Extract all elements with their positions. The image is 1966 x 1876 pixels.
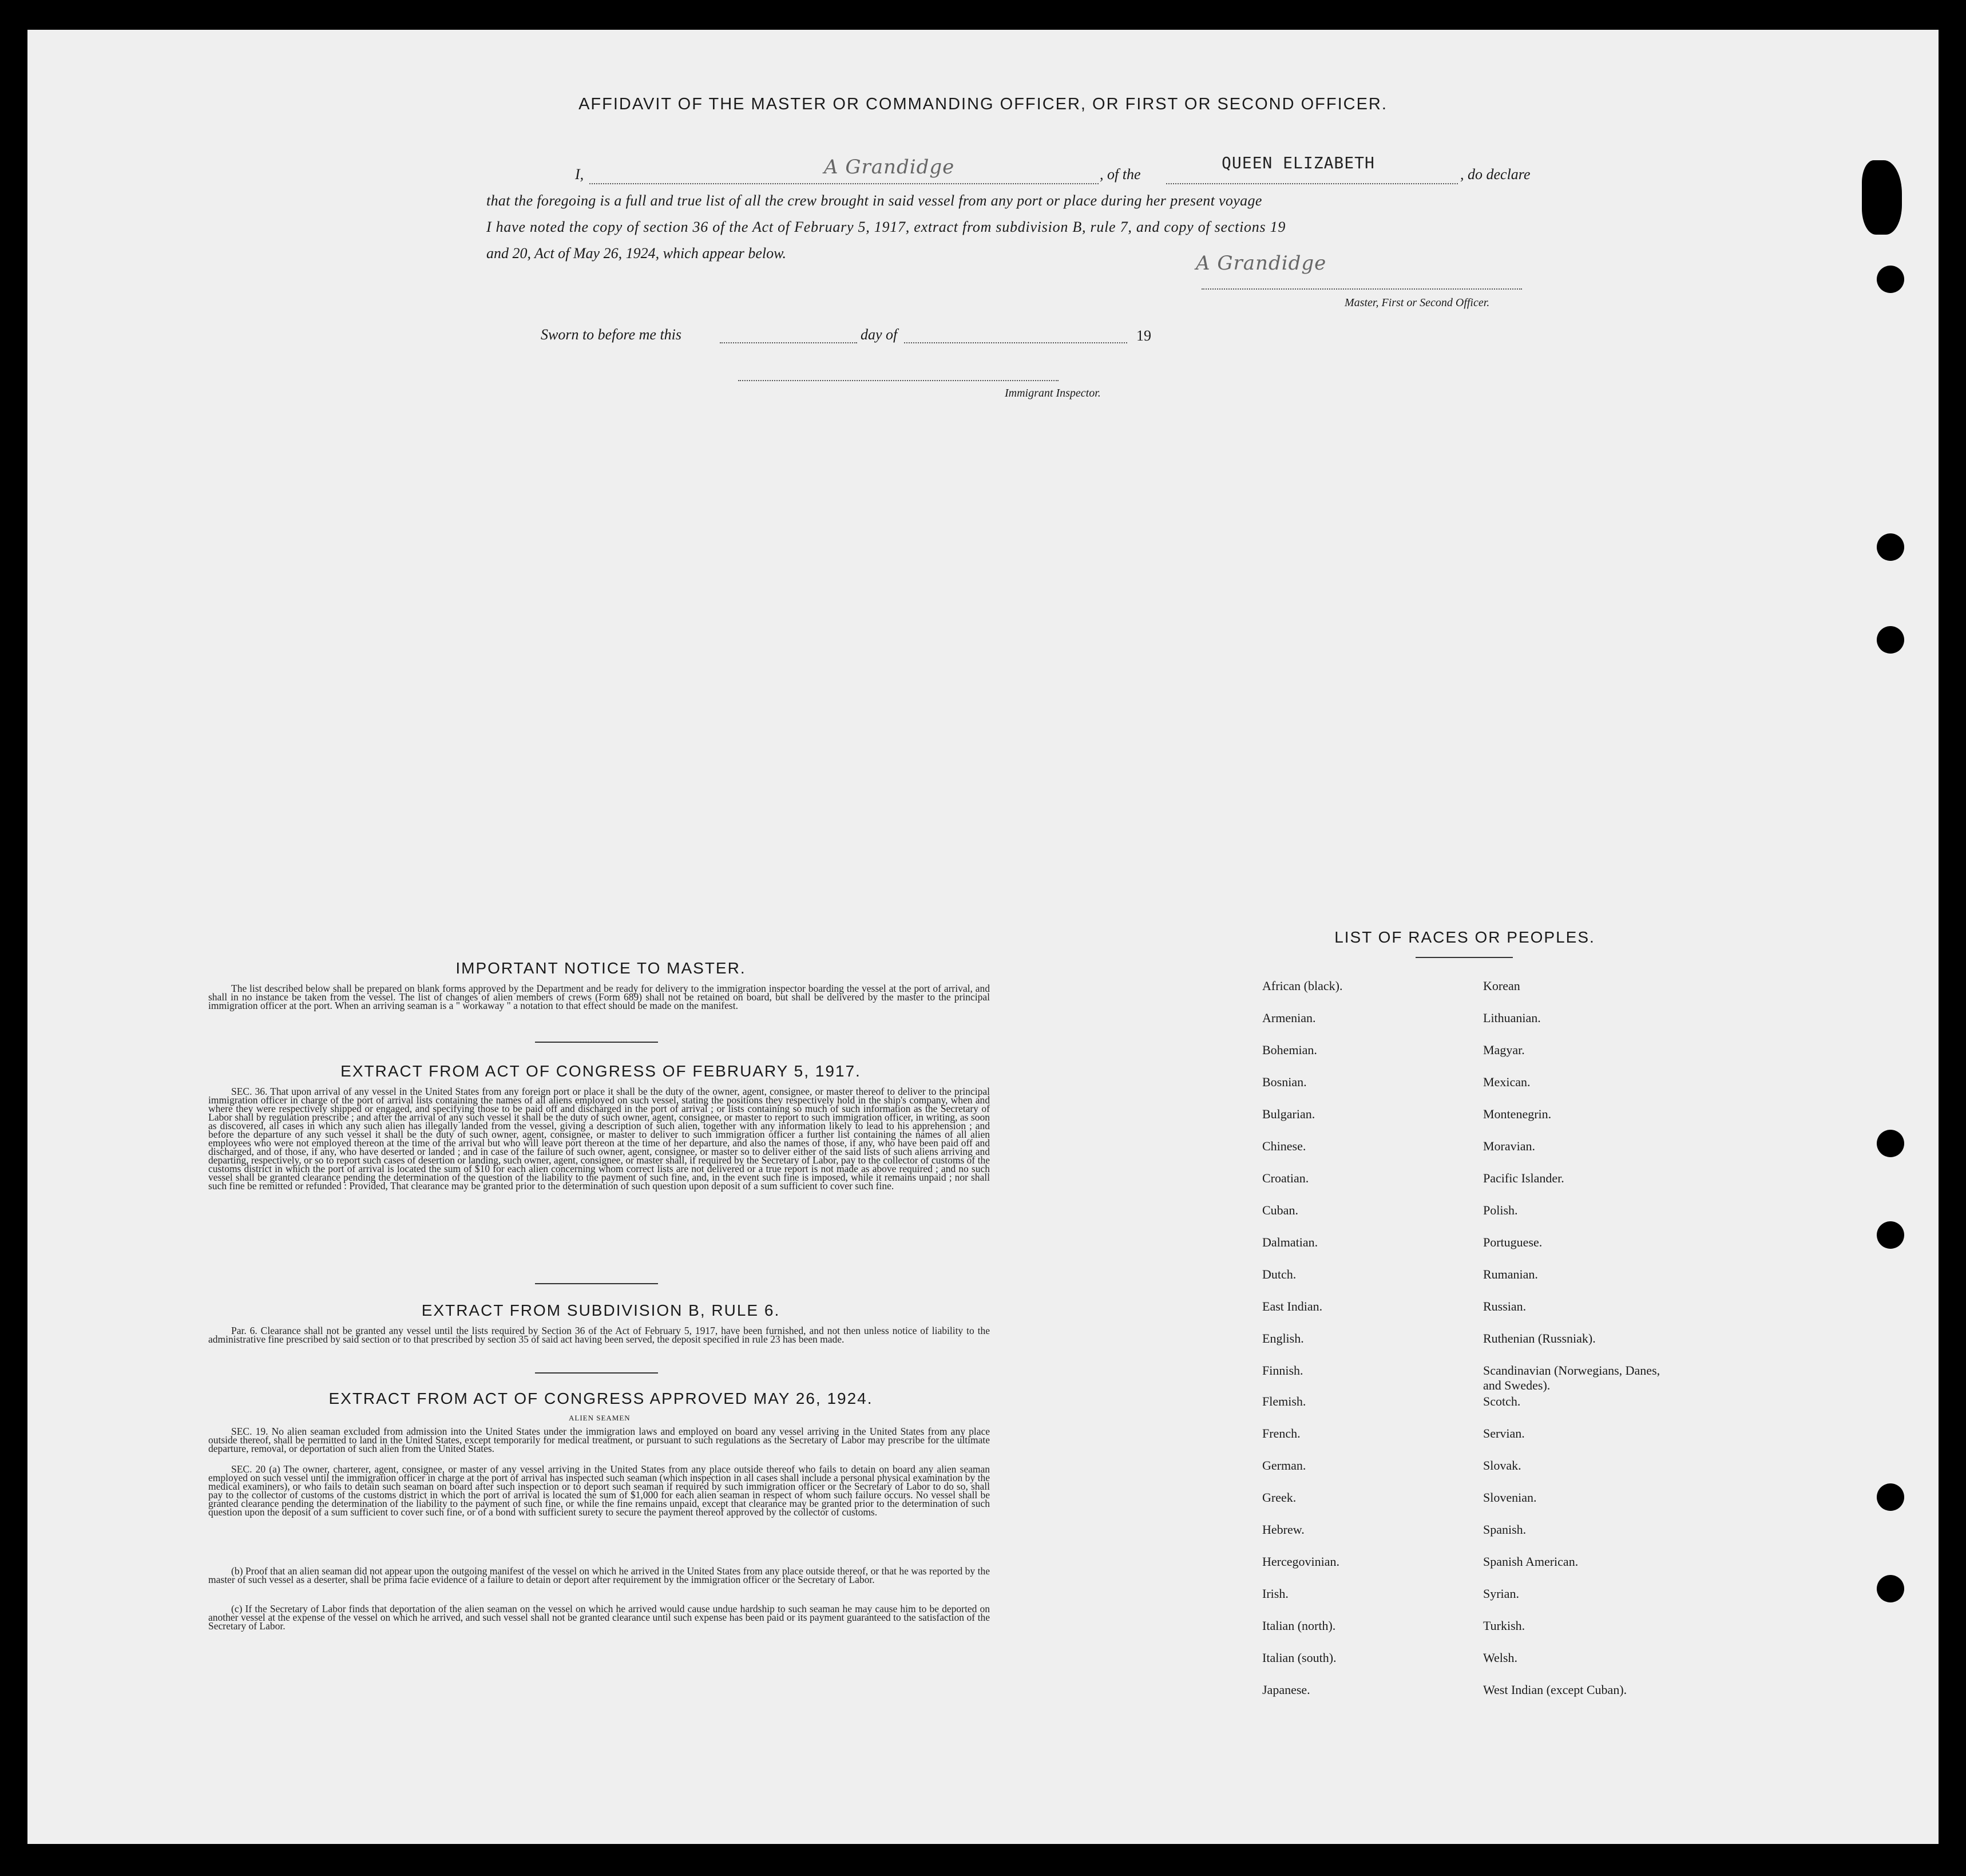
sworn-day-line	[720, 342, 857, 343]
race-item: Irish.	[1262, 1586, 1289, 1601]
race-item: Italian (north).	[1262, 1618, 1336, 1633]
race-item: Cuban.	[1262, 1203, 1298, 1217]
race-item: Turkish.	[1483, 1618, 1525, 1633]
race-item: Slovak.	[1483, 1458, 1521, 1473]
vessel-name: QUEEN ELIZABETH	[1222, 153, 1375, 172]
punch-hole	[1877, 266, 1904, 293]
notice-title: IMPORTANT NOTICE TO MASTER.	[455, 959, 746, 977]
master-signature-line	[1202, 288, 1522, 290]
extract-1924-sec20c: (c) If the Secretary of Labor finds that deportation of the alien seaman on the vessel on which he arrived would cause undue hardship to such seaman he may cause him to be deported on another vessel at the expense of the vessel on which he arrived, and such vessel shall not be granted clearance until such expense has been paid or its payment guaranteed to the satisfaction of the Secretary of Labor.	[208, 1603, 990, 1632]
extract-1924-sec20a: SEC. 20 (a) The owner, charterer, agent, consignee, or master of any vessel arriving in the United States from any place outside thereof who fails to detain on board any alien seaman employed on such vessel until the immigration officer in charge at the port of arrival has inspected such seaman (which inspection in all cases shall include a personal physical examination by the medical examiners), or who fails to detain such seaman on board after such inspection or to deport such seaman if required by such immigration officer or the Secretary of Labor to do so, shall pay to the collector of customs of the customs district in which the port of arrival is located the sum of $1,000 for each alien seaman in respect of whom such failure occurs. No vessel shall be granted clearance pending the determination of the liability to the payment of such fine, or while the fine remains unpaid, except that clearance may be granted prior to the determination of such question upon the deposit of a sum sufficient to cover such fine, or of a bond with sufficient surety to secure the payment thereof approved by the collector of customs.	[208, 1463, 990, 1518]
race-item: Armenian.	[1262, 1011, 1316, 1025]
race-item: Scotch.	[1483, 1394, 1521, 1408]
race-item: Italian (south).	[1262, 1651, 1337, 1665]
day-of-label: day of	[861, 326, 898, 343]
year-label: 19	[1136, 327, 1151, 344]
extract-rule6-title: EXTRACT FROM SUBDIVISION B, RULE 6.	[421, 1301, 780, 1319]
extract-1917-title: EXTRACT FROM ACT OF CONGRESS OF FEBRUARY 5, 1917.	[340, 1062, 861, 1080]
inspector-signature-line	[738, 380, 1059, 381]
race-item: Bosnian.	[1262, 1075, 1307, 1089]
race-item: French.	[1262, 1426, 1301, 1440]
extract-rule6-body: Par. 6. Clearance shall not be granted any vessel until the lists required by Section 36 of the Act of February 5, 1917, have been furnished, and not then unless notice of liability to the administrative fine prescribed by said section or to that prescribed by section 35 of said act having been served, the deposit specified in rule 23 has been made.	[208, 1325, 990, 1345]
affidavit-i-label: I,	[575, 166, 584, 183]
vessel-name-line	[1166, 183, 1458, 184]
signer-handwritten-name: A Grandidge	[824, 156, 955, 179]
races-title: LIST OF RACES OR PEOPLES.	[1334, 928, 1595, 946]
race-item: English.	[1262, 1331, 1304, 1345]
race-item: German.	[1262, 1458, 1306, 1473]
divider	[535, 1283, 658, 1284]
extract-1917-body: SEC. 36. That upon arrival of any vessel in the United States from any foreign port or place it shall be the duty of the owner, agent, consignee, or master thereof to deliver to the principal immigration officer in charge of the port of arrival lists containing the names of all aliens employed on such vessel, stating the positions they respectively hold in the ship's company, when and where they were respectively shipped or engaged, and specifying those to be paid off and discharged in the port of arrival ; or lists containing so much of such information as the Secretary of Labor shall by regulation prescribe ; and after the arrival of any such vessel it shall be the duty of such owner, agent, consignee, or master to report to such immigration officer, in writing, as soon as discovered, all cases in which any such alien has illegally landed from the vessel, giving a description of such alien, together with any information likely to lead to his apprehension ; and before the departure of any such vessel it shall be the duty of such owner, agent, consignee, or master to deliver to such immigration officer a further list containing the names of all alien employees who were not employed thereon at the time of the arrival but who will leave port thereon at the time of her departure, and also the names of those, if any, who have been paid off and discharged, and of those, if any, who have deserted or landed ; and in case of the failure of such owner, agent, consignee, or master so to deliver either of the said lists of such aliens arriving and departing, respectively, or so to report such cases of desertion or landing, such owner, agent, consignee, or master shall, if required by the Secretary of Labor, pay to the collector of customs of the customs district in which the port of arrival is located the sum of $10 for each alien concerning whom correct lists are not delivered or a true report is not made as above required ; and no such vessel shall be granted clearance pending the determination of the question of the liability to the payment of such fine, and, in the event such fine is imposed, while it remains unpaid ; nor shall such fine be remitted or refunded : Provided, That clearance may be granted prior to the determination of such question upon deposit of a sum sufficient to cover such fine.	[208, 1086, 990, 1192]
divider	[535, 1372, 658, 1374]
extract-1924-sec20b: (b) Proof that an alien seaman did not appear upon the outgoing manifest of the vessel on which he arrived in the United States from any place outside thereof, or that he was reported by the master of such vessel as a deserter, shall be prima facie evidence of a failure to detain or deport after requirement by the immigration officer or the Secretary of Labor.	[208, 1565, 990, 1585]
race-item: African (black).	[1262, 979, 1343, 993]
race-item: Hercegovinian.	[1262, 1554, 1339, 1569]
punch-hole	[1877, 626, 1904, 654]
race-item: Russian.	[1483, 1299, 1527, 1313]
race-item: Magyar.	[1483, 1043, 1525, 1057]
affidavit-of-the-label: , of the	[1100, 166, 1141, 183]
race-item: Moravian.	[1483, 1139, 1536, 1153]
affidavit-line-4: and 20, Act of May 26, 1924, which appear below.	[486, 245, 787, 262]
punch-hole	[1877, 1130, 1904, 1157]
race-item: Portuguese.	[1483, 1235, 1543, 1249]
punch-hole	[1877, 1575, 1904, 1602]
divider	[535, 1042, 658, 1043]
master-signature-caption: Master, First or Second Officer.	[1345, 296, 1490, 309]
edge-stain	[1862, 160, 1902, 235]
race-item: Ruthenian (Russniak).	[1483, 1331, 1596, 1345]
race-item: Lithuanian.	[1483, 1011, 1541, 1025]
master-signature: A Grandidge	[1196, 252, 1327, 275]
punch-hole	[1877, 533, 1904, 561]
extract-1924-sec19: SEC. 19. No alien seaman excluded from admission into the United States under the immigration laws and employed on board any vessel arriving in the United States from any place outside thereof, shall be permitted to land in the United States, except temporarily for medical treatment, or pursuant to such regulations as the Secretary of Labor may prescribe for the ultimate departure, removal, or deportation of such alien from the United States.	[208, 1426, 990, 1454]
race-item: Montenegrin.	[1483, 1107, 1552, 1121]
affidavit-declare-label: , do declare	[1460, 166, 1531, 183]
race-item: Rumanian.	[1483, 1267, 1538, 1281]
race-item: Pacific Islander.	[1483, 1171, 1564, 1185]
race-item: Dutch.	[1262, 1267, 1297, 1281]
race-item: Servian.	[1483, 1426, 1525, 1440]
sworn-month-line	[904, 342, 1127, 343]
race-item: Flemish.	[1262, 1394, 1306, 1408]
race-item: Mexican.	[1483, 1075, 1531, 1089]
race-item: Japanese.	[1262, 1683, 1310, 1697]
races-title-underline	[1416, 957, 1513, 958]
race-item: Spanish.	[1483, 1522, 1527, 1537]
race-item: Bohemian.	[1262, 1043, 1317, 1057]
notice-body: The list described below shall be prepared on blank forms approved by the Department and be ready for delivery to the immigration inspector boarding the vessel at the port of arrival, and shall in no instance be taken from the vessel. The list of changes of alien members of crews (Form 689) shall not be retained on board, but shall be delivered by the master to the principal immigration officer at the port. When an arriving seaman is a " workaway " a notation to that effect should be made on the manifest.	[208, 983, 990, 1011]
race-item: Slovenian.	[1483, 1490, 1537, 1505]
race-item: West Indian (except Cuban).	[1483, 1683, 1627, 1697]
race-item: Spanish American.	[1483, 1554, 1579, 1569]
race-item: Finnish.	[1262, 1363, 1303, 1378]
signer-name-line	[589, 183, 1099, 184]
race-item: Dalmatian.	[1262, 1235, 1318, 1249]
punch-hole	[1877, 1221, 1904, 1249]
race-item: Greek.	[1262, 1490, 1297, 1505]
inspector-caption: Immigrant Inspector.	[1005, 387, 1101, 399]
sworn-label: Sworn to before me this	[541, 326, 682, 343]
race-item: Syrian.	[1483, 1586, 1519, 1601]
race-item: Polish.	[1483, 1203, 1518, 1217]
race-item: Welsh.	[1483, 1651, 1517, 1665]
race-item: Chinese.	[1262, 1139, 1306, 1153]
extract-1924-subtitle: ALIEN SEAMEN	[569, 1414, 631, 1422]
affidavit-title: AFFIDAVIT OF THE MASTER OR COMMANDING OFFICER, OR FIRST OR SECOND OFFICER.	[578, 95, 1388, 113]
race-item: Korean	[1483, 979, 1520, 993]
race-item: Scandinavian (Norwegians, Danes, and Swedes).	[1483, 1363, 1660, 1392]
race-item: Bulgarian.	[1262, 1107, 1315, 1121]
race-item: Croatian.	[1262, 1171, 1309, 1185]
extract-1924-title: EXTRACT FROM ACT OF CONGRESS APPROVED MAY 26, 1924.	[328, 1390, 873, 1407]
race-item: Hebrew.	[1262, 1522, 1305, 1537]
punch-hole	[1877, 1483, 1904, 1511]
affidavit-line-2: that the foregoing is a full and true list of all the crew brought in said vessel from any port or place during her present voyage	[486, 192, 1262, 209]
race-item: East Indian.	[1262, 1299, 1323, 1313]
affidavit-line-3: I have noted the copy of section 36 of the Act of February 5, 1917, extract from subdivision B, rule 7, and copy of sections 19	[486, 219, 1286, 235]
